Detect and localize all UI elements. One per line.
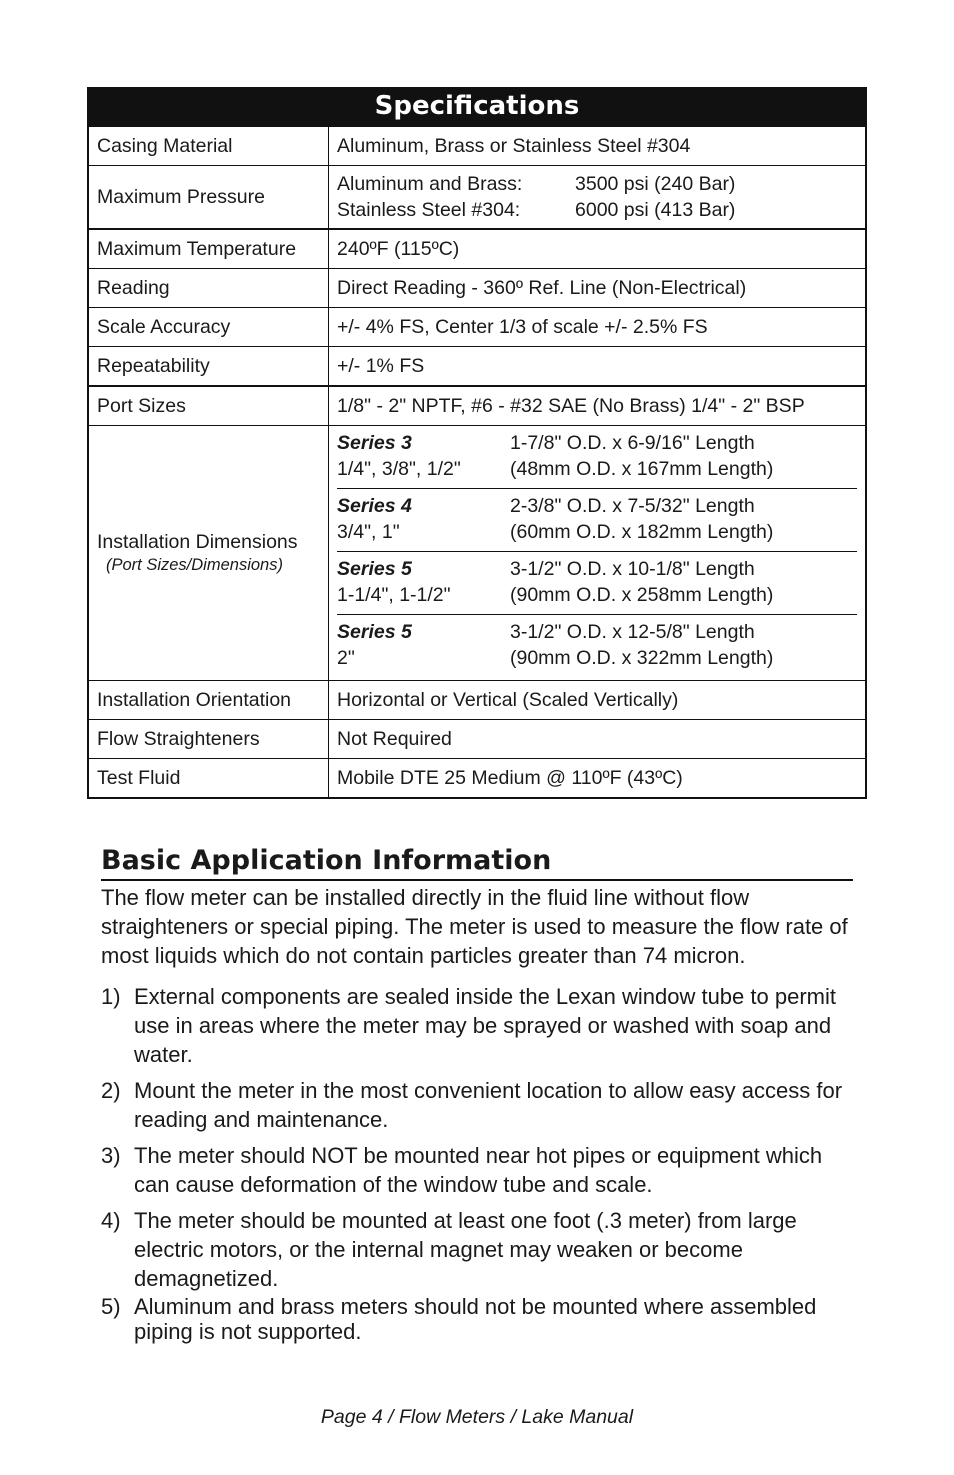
table-row [89, 126, 865, 165]
page-footer: Page 4 / Flow Meters / Lake Manual [320, 1406, 634, 1428]
row-value: Not Required [337, 727, 452, 750]
row-label: Test Fluid [89, 759, 329, 797]
pressure-rating: 6000 psi (413 Bar) [575, 199, 736, 221]
series-ports: 3/4", 1" [337, 521, 400, 543]
series-dimension-metric: (90mm O.D. x 258mm Length) [510, 584, 774, 606]
series-dimension: 3-1/2" O.D. x 12-5/8" Length [510, 621, 755, 643]
item-text: The meter should NOT be mounted near hot pipes or equipment which can cause deformation of the window tube and scale. [134, 1143, 823, 1197]
row-value: +/- 4% FS, Center 1/3 of scale +/- 2.5% FS [337, 315, 708, 338]
pressure-rating: 3500 psi (240 Bar) [575, 173, 736, 195]
row-label: Reading [89, 269, 329, 307]
row-value: 1/8" - 2" NPTF, #6 - #32 SAE (No Brass) 1/4" - 2" BSP [337, 394, 805, 417]
series-name: Series 5 [337, 558, 412, 580]
table-row [89, 307, 865, 346]
list-item [101, 1076, 861, 1134]
table-row [89, 346, 865, 385]
row-label: Flow Straighteners [89, 720, 329, 758]
series-ports: 1-1/4", 1-1/2" [337, 584, 451, 606]
series-entry [337, 489, 857, 552]
series-entry [337, 426, 857, 489]
series-dimension-metric: (60mm O.D. x 182mm Length) [510, 521, 774, 543]
row-value: Horizontal or Vertical (Scaled Vertically) [337, 688, 679, 711]
row-label: Maximum Pressure [89, 166, 329, 228]
table-row [89, 228, 865, 268]
series-name: Series 4 [337, 495, 412, 517]
installation-label: Installation Dimensions [97, 531, 298, 553]
section-heading: Basic Application Information [101, 843, 853, 881]
item-number: 4) [101, 1208, 121, 1233]
row-value: Direct Reading - 360º Ref. Line (Non-Electrical) [337, 276, 747, 299]
row-label: Port Sizes [89, 387, 329, 425]
intro-paragraph: The flow meter can be installed directly in the fluid line without flow straighteners or special piping. The meter is used to measure the flow rate of most liquids which do not contain particles greater than 74 micron. [101, 885, 848, 968]
item-number: 5) [101, 1294, 121, 1319]
item-number: 1) [101, 984, 121, 1009]
series-name: Series 5 [337, 621, 412, 643]
series-ports: 1/4", 3/8", 1/2" [337, 458, 461, 480]
table-row [89, 719, 865, 758]
series-dimension-metric: (48mm O.D. x 167mm Length) [510, 458, 774, 480]
pressure-material: Stainless Steel #304: [337, 199, 521, 221]
row-value: Mobile DTE 25 Medium @ 110ºF (43ºC) [337, 766, 683, 789]
row-label: Installation Orientation [89, 681, 329, 719]
series-entry [337, 552, 857, 615]
table-row [89, 268, 865, 307]
table-row [89, 758, 865, 797]
table-row [89, 680, 865, 719]
installation-series-list [329, 426, 865, 680]
list-item [101, 982, 861, 1069]
row-value [329, 166, 865, 228]
row-label: Scale Accuracy [89, 308, 329, 346]
specifications-table [87, 87, 867, 799]
row-value: +/- 1% FS [337, 354, 425, 377]
item-text: External components are sealed inside the Lexan window tube to permit use in areas where the meter may be sprayed or washed with soap and water. [134, 984, 836, 1067]
row-label: Casing Material [89, 127, 329, 165]
series-ports: 2" [337, 647, 355, 669]
series-dimension-metric: (90mm O.D. x 322mm Length) [510, 647, 774, 669]
row-value: 240ºF (115ºC) [337, 237, 460, 260]
item-number: 3) [101, 1143, 121, 1168]
row-value: Aluminum, Brass or Stainless Steel #304 [337, 134, 691, 157]
item-text: Mount the meter in the most convenient location to allow easy access for reading and maintenance. [134, 1078, 843, 1132]
list-item [101, 1294, 861, 1344]
table-row [89, 385, 865, 425]
instruction-list [101, 982, 861, 1351]
table-title: Specifications [89, 89, 865, 126]
item-number: 2) [101, 1078, 121, 1103]
list-item [101, 1206, 861, 1293]
series-entry [337, 615, 857, 677]
table-row [89, 165, 865, 228]
pressure-material: Aluminum and Brass: [337, 173, 523, 195]
series-dimension: 2-3/8" O.D. x 7-5/32" Length [510, 495, 755, 517]
row-label: Maximum Temperature [89, 230, 329, 268]
installation-sublabel: (Port Sizes/Dimensions) [106, 556, 283, 574]
row-label: Repeatability [89, 347, 329, 385]
table-row [89, 425, 865, 680]
series-name: Series 3 [337, 432, 412, 454]
item-text: The meter should be mounted at least one foot (.3 meter) from large electric motors, or the internal magnet may weaken or become demagnetized. [134, 1208, 797, 1291]
series-dimension: 3-1/2" O.D. x 10-1/8" Length [510, 558, 755, 580]
item-text: Aluminum and brass meters should not be mounted where assembled piping is not supported. [134, 1294, 817, 1344]
series-dimension: 1-7/8" O.D. x 6-9/16" Length [510, 432, 755, 454]
list-item [101, 1141, 861, 1199]
row-label [89, 426, 329, 680]
